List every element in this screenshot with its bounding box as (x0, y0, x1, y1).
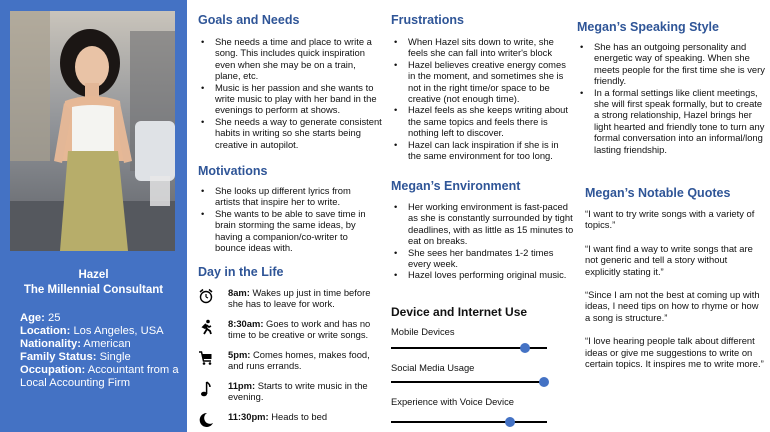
slider-knob[interactable] (505, 417, 515, 427)
slider-mobile[interactable] (391, 343, 547, 353)
day-heading: Day in the Life (198, 265, 284, 279)
device-label-voice: Experience with Voice Device (391, 396, 514, 407)
motivations-heading: Motivations (198, 164, 268, 178)
goals-heading: Goals and Needs (198, 13, 300, 27)
shopping-cart-icon (198, 350, 216, 366)
quote-item: “I want to try write songs with a variety of topics.” (585, 208, 755, 231)
list-item: • Hazel can lack inspiration if she is in the same environment for too long. (391, 139, 574, 162)
list-item: • She wants to be able to save time in brain storming the same ideas, by having a companion/co-writer to bounce ideas with. (198, 208, 378, 254)
persona-photo (10, 11, 175, 251)
environment-list (391, 201, 574, 281)
speaking-list (577, 41, 767, 155)
list-item: • She sees her bandmates 1-2 times every week. (391, 247, 574, 270)
list-item: • She has an outgoing personality and energetic way of speaking. When she meets people for the first time she is very friendly. (577, 41, 767, 87)
fact-location: Location: Los Angeles, USA (20, 325, 164, 337)
quotes-list (585, 208, 765, 381)
list-item: • Her working environment is fast-paced as she is constantly surrounded by tight deadlines, with as little as 15 minutes to eat on breaks. (391, 201, 574, 247)
persona-name: Hazel (78, 269, 109, 281)
environment-heading: Megan’s Environment (391, 179, 521, 193)
slider-track (391, 421, 547, 423)
persona-sidebar (0, 0, 187, 432)
fact-family-status: Family Status: Single (20, 351, 131, 363)
frustrations-list (391, 36, 574, 161)
quote-item: “Since I am not the best at coming up with ideas, I need tips on how to rhyme or how a song is structure.” (585, 289, 760, 323)
list-item: • Hazel believes creative energy comes in the moment, and sometimes she is not in the right time/or space to be creative (not enough time). (391, 59, 574, 105)
fact-nationality: Nationality: American (20, 338, 131, 350)
persona-facts (20, 312, 185, 390)
motivations-list (198, 185, 378, 253)
list-item: • Hazel feels as she keeps writing about the same topics and feels there is nothing left to discover. (391, 104, 574, 138)
running-person-icon (198, 319, 216, 335)
goals-list (198, 36, 383, 150)
list-item: • She needs a way to generate consistent habits in writing so she starts being creative in autopilot. (198, 116, 383, 150)
persona-photo-illustration (10, 11, 175, 251)
list-item: • She looks up different lyrics from artists that inspire her to write. (198, 185, 378, 208)
slider-voice[interactable] (391, 417, 547, 427)
list-item: • Hazel loves performing original music. (391, 269, 574, 280)
moon-icon (198, 412, 216, 428)
quote-item: “I love hearing people talk about different ideas or give me suggestions to write on certain topics. It inspires me to write more.” (585, 335, 764, 370)
list-item: • Music is her passion and she wants to write music to play with her band in the evenings to perform at shows. (198, 82, 383, 116)
frustrations-heading: Frustrations (391, 13, 464, 27)
slider-social[interactable] (391, 377, 547, 387)
slider-track (391, 381, 547, 383)
device-label-social: Social Media Usage (391, 362, 475, 373)
fact-occupation: Occupation: Accountant from a Local Accounting Firm (20, 364, 179, 389)
fact-age: Age: 25 (20, 312, 61, 324)
slider-knob[interactable] (539, 377, 549, 387)
quote-item: “I want find a way to write songs that are not generic and tell a story without explicitly stating it.” (585, 242, 753, 277)
alarm-clock-icon (198, 288, 216, 304)
speaking-heading: Megan’s Speaking Style (577, 20, 719, 34)
quotes-heading: Megan’s Notable Quotes (585, 186, 731, 200)
music-note-icon (198, 381, 216, 397)
slider-knob[interactable] (520, 343, 530, 353)
persona-role: The Millennial Consultant (23, 284, 164, 296)
device-label-mobile: Mobile Devices (391, 326, 455, 337)
devices-heading: Device and Internet Use (391, 305, 528, 319)
list-item: • In a formal settings like client meetings, she will first speak formally, but to create a strong relationship, Hazel brings her light hearted and friendly tone to turn any formal conversation into an informal/long lasting friendship. (577, 87, 767, 155)
list-item: • When Hazel sits down to write, she feels she can fall into writer's block (391, 36, 574, 59)
list-item: • She needs a time and place to write a song. This includes quick inspiration even when she may be on a train, plane, etc. (198, 36, 383, 82)
